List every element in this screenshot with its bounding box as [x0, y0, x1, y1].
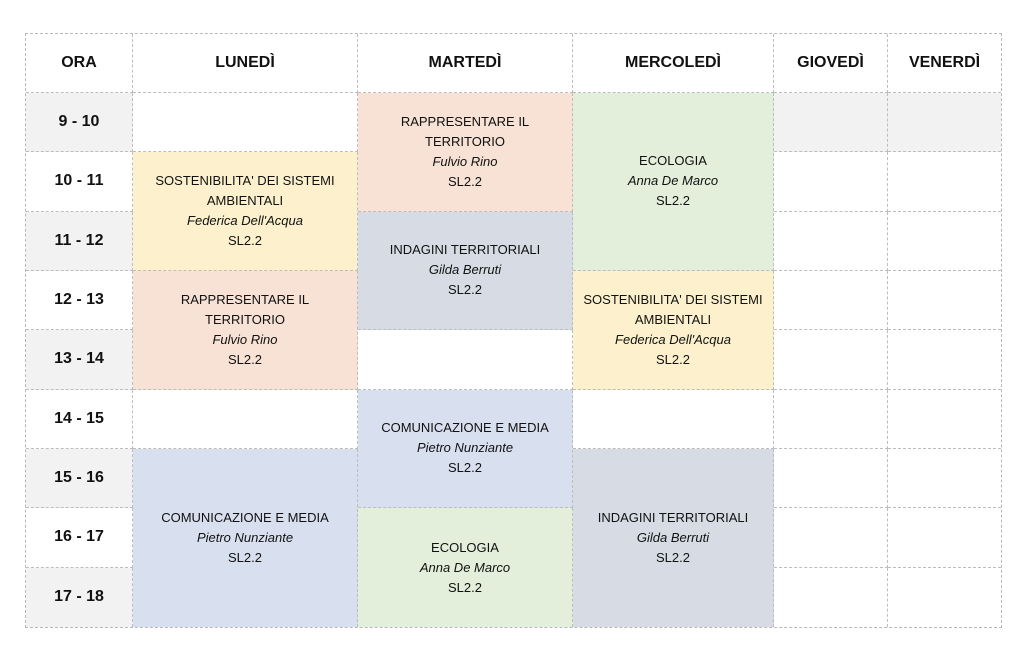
- lesson-subject: SOSTENIBILITA' DEI SISTEMI AMBIENTALI: [155, 173, 335, 209]
- lesson-block: [358, 93, 573, 212]
- empty-slot: [888, 390, 1001, 449]
- lesson-block: [358, 508, 573, 627]
- empty-slot: [774, 212, 888, 271]
- time-slot: 9 - 10: [26, 93, 133, 152]
- time-slot: 15 - 16: [26, 449, 133, 508]
- time-slot: 12 - 13: [26, 271, 133, 330]
- time-slot: 16 - 17: [26, 508, 133, 567]
- lesson-subject: RAPPRESENTARE IL TERRITORIO: [400, 113, 530, 149]
- lesson-teacher: Anna De Marco: [627, 173, 719, 189]
- empty-slot: [573, 390, 774, 449]
- lesson-block: [573, 271, 774, 390]
- empty-slot: [888, 449, 1001, 508]
- empty-slot: [888, 152, 1001, 211]
- lesson-room: SL2.2: [656, 351, 690, 367]
- lesson-teacher: Fulvio Rino: [212, 331, 278, 347]
- lesson-room: SL2.2: [448, 579, 482, 595]
- header-lunedi: LUNEDÌ: [133, 34, 358, 93]
- empty-slot: [133, 93, 358, 152]
- lesson-teacher: Fulvio Rino: [432, 153, 498, 169]
- lesson-teacher: Federica Dell'Acqua: [187, 213, 303, 229]
- time-slot: 14 - 15: [26, 390, 133, 449]
- lesson-room: SL2.2: [656, 193, 690, 209]
- empty-slot: [774, 390, 888, 449]
- empty-slot: [774, 508, 888, 567]
- time-slot: 13 - 14: [26, 330, 133, 389]
- lesson-subject: INDAGINI TERRITORIALI: [597, 509, 749, 525]
- empty-slot: [774, 449, 888, 508]
- lesson-room: SL2.2: [656, 549, 690, 565]
- lesson-subject: INDAGINI TERRITORIALI: [389, 242, 541, 258]
- lesson-teacher: Pietro Nunziante: [196, 529, 294, 545]
- lesson-room: SL2.2: [228, 351, 262, 367]
- empty-slot: [358, 330, 573, 389]
- lesson-room: SL2.2: [228, 549, 262, 565]
- lesson-subject: SOSTENIBILITA' DEI SISTEMI AMBIENTALI: [583, 291, 763, 327]
- empty-slot: [774, 152, 888, 211]
- empty-slot: [774, 93, 888, 152]
- lesson-block: [358, 390, 573, 509]
- empty-slot: [888, 508, 1001, 567]
- lesson-teacher: Anna De Marco: [419, 559, 511, 575]
- lesson-teacher: Federica Dell'Acqua: [615, 331, 731, 347]
- lesson-block: [133, 271, 358, 390]
- empty-slot: [888, 212, 1001, 271]
- time-slot: 10 - 11: [26, 152, 133, 211]
- header-mercoledi: MERCOLEDÌ: [573, 34, 774, 93]
- lesson-teacher: Gilda Berruti: [636, 529, 710, 545]
- header-giovedi: GIOVEDÌ: [774, 34, 888, 93]
- time-slot: 11 - 12: [26, 212, 133, 271]
- empty-slot: [888, 568, 1001, 627]
- header-venerdi: VENERDÌ: [888, 34, 1001, 93]
- lesson-block: [573, 449, 774, 627]
- lesson-room: SL2.2: [448, 460, 482, 476]
- lesson-subject: ECOLOGIA: [639, 153, 707, 169]
- empty-slot: [133, 390, 358, 449]
- empty-slot: [888, 271, 1001, 330]
- empty-slot: [888, 330, 1001, 389]
- lesson-room: SL2.2: [448, 173, 482, 189]
- header-ora: ORA: [26, 34, 133, 93]
- header-martedi: MARTEDÌ: [358, 34, 573, 93]
- lesson-block: [133, 152, 358, 271]
- empty-slot: [774, 330, 888, 389]
- lesson-room: SL2.2: [448, 282, 482, 298]
- lesson-room: SL2.2: [228, 233, 262, 249]
- empty-slot: [888, 93, 1001, 152]
- timetable-grid: [25, 33, 1002, 628]
- lesson-block: [133, 449, 358, 627]
- lesson-teacher: Gilda Berruti: [428, 262, 502, 278]
- lesson-block: [573, 93, 774, 271]
- lesson-subject: ECOLOGIA: [431, 539, 499, 555]
- lesson-subject: RAPPRESENTARE IL TERRITORIO: [180, 291, 310, 327]
- empty-slot: [774, 568, 888, 627]
- time-slot: 17 - 18: [26, 568, 133, 627]
- lesson-teacher: Pietro Nunziante: [416, 440, 514, 456]
- lesson-block: [358, 212, 573, 331]
- empty-slot: [774, 271, 888, 330]
- lesson-subject: COMUNICAZIONE E MEDIA: [381, 420, 549, 436]
- lesson-subject: COMUNICAZIONE E MEDIA: [161, 509, 329, 525]
